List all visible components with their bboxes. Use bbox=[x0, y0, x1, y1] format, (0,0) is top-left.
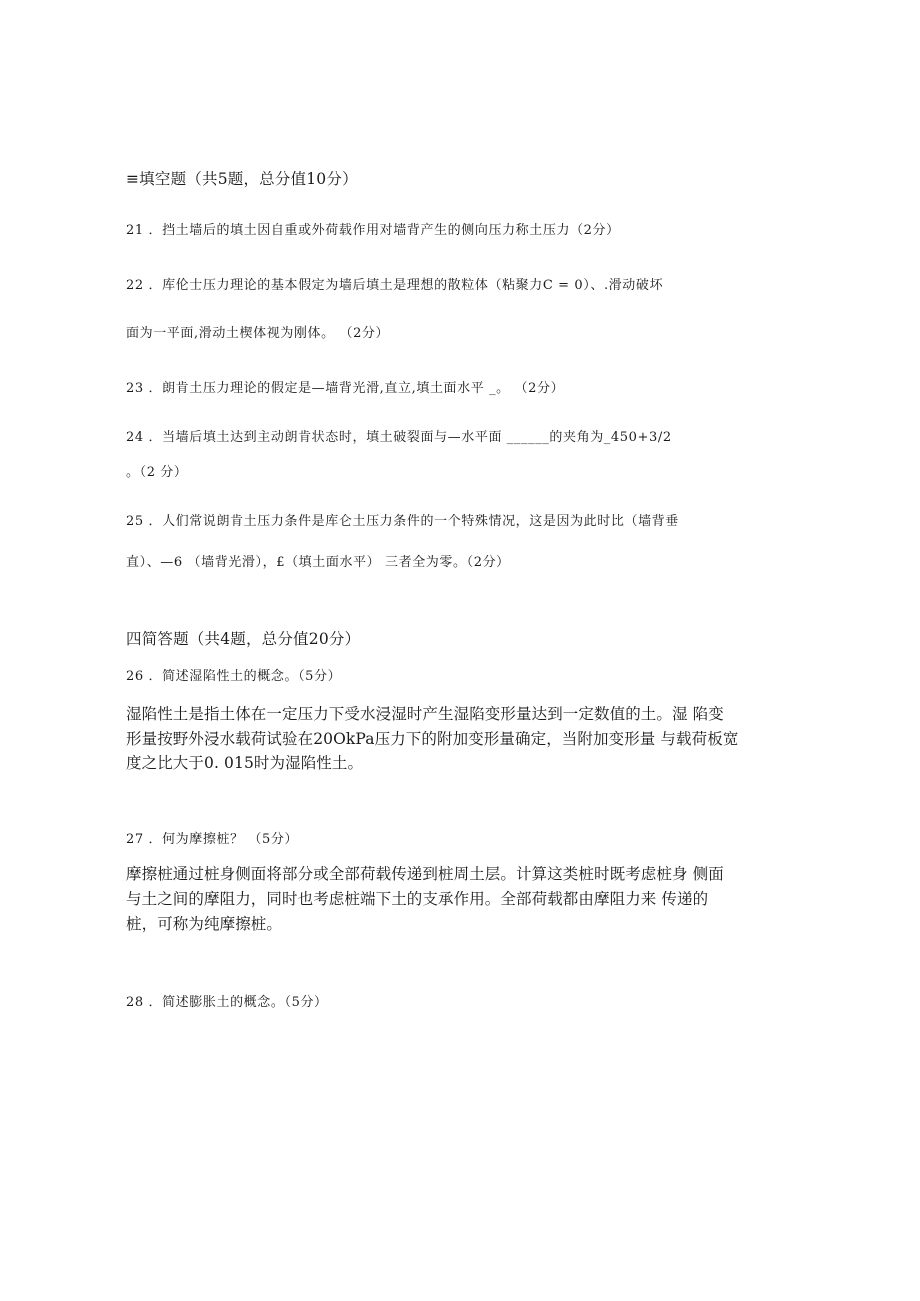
question-24-line-1: 24 ．当墙后填土达到主动朗肯状态时，填土破裂面与—水平面 ______的夹角为_450+3/2 bbox=[126, 430, 672, 445]
answer-26-line-3: 度之比大于0. 015时为湿陷性土。 bbox=[126, 754, 364, 772]
question-27: 27 ．何为摩擦桩？ （5分） bbox=[126, 832, 299, 847]
section-3-heading: ≡填空题（共5题，总分值10分） bbox=[126, 170, 358, 188]
question-26: 26 ．简述湿陷性土的概念。（5分） bbox=[126, 669, 342, 684]
section-4-heading: 四简答题（共4题，总分值20分） bbox=[126, 630, 361, 648]
answer-26-line-1: 湿陷性土是指土体在一定压力下受水浸湿时产生湿陷变形量达到一定数值的土。湿 陷变 bbox=[126, 705, 724, 723]
question-24-line-2: 。（2 分） bbox=[126, 465, 188, 480]
question-23: 23 ．朗肯土压力理论的假定是—墙背光滑,直立,填土面水平 _。 （2分） bbox=[126, 381, 565, 396]
answer-27-line-1: 摩擦桩通过桩身侧面将部分或全部荷载传递到桩周土层。计算这类桩时既考虑桩身 侧面 bbox=[126, 865, 724, 883]
question-25-line-2: 直）、—6 （墙背光滑），£（填土面水平） 三者全为零。（2分） bbox=[126, 555, 510, 570]
question-21: 21 ．挡土墙后的填土因自重或外荷载作用对墙背产生的侧向压力称土压力（2分） bbox=[126, 223, 620, 238]
answer-27-line-3: 桩，可称为纯摩擦桩。 bbox=[126, 915, 283, 933]
answer-26-line-2: 形量按野外浸水载荷试验在20OkPa压力下的附加变形量确定，当附加变形量 与载荷板宽 bbox=[126, 730, 739, 748]
answer-27-line-2: 与土之间的摩阻力，同时也考虑桩端下土的支承作用。全部荷载都由摩阻力来 传递的 bbox=[126, 890, 709, 908]
question-22-line-2: 面为一平面,滑动土楔体视为刚体。 （2分） bbox=[126, 326, 390, 341]
question-25-line-1: 25 ．人们常说朗肯土压力条件是库仑土压力条件的一个特殊情况，这是因为此时比（墙背垂 bbox=[126, 514, 679, 529]
question-28: 28 ．简述膨胀土的概念。（5分） bbox=[126, 995, 328, 1010]
question-22-line-1: 22 ．库伦士压力理论的基本假定为墙后填土是理想的散粒体（粘聚力C = 0）、.滑动破坏 bbox=[126, 278, 664, 293]
